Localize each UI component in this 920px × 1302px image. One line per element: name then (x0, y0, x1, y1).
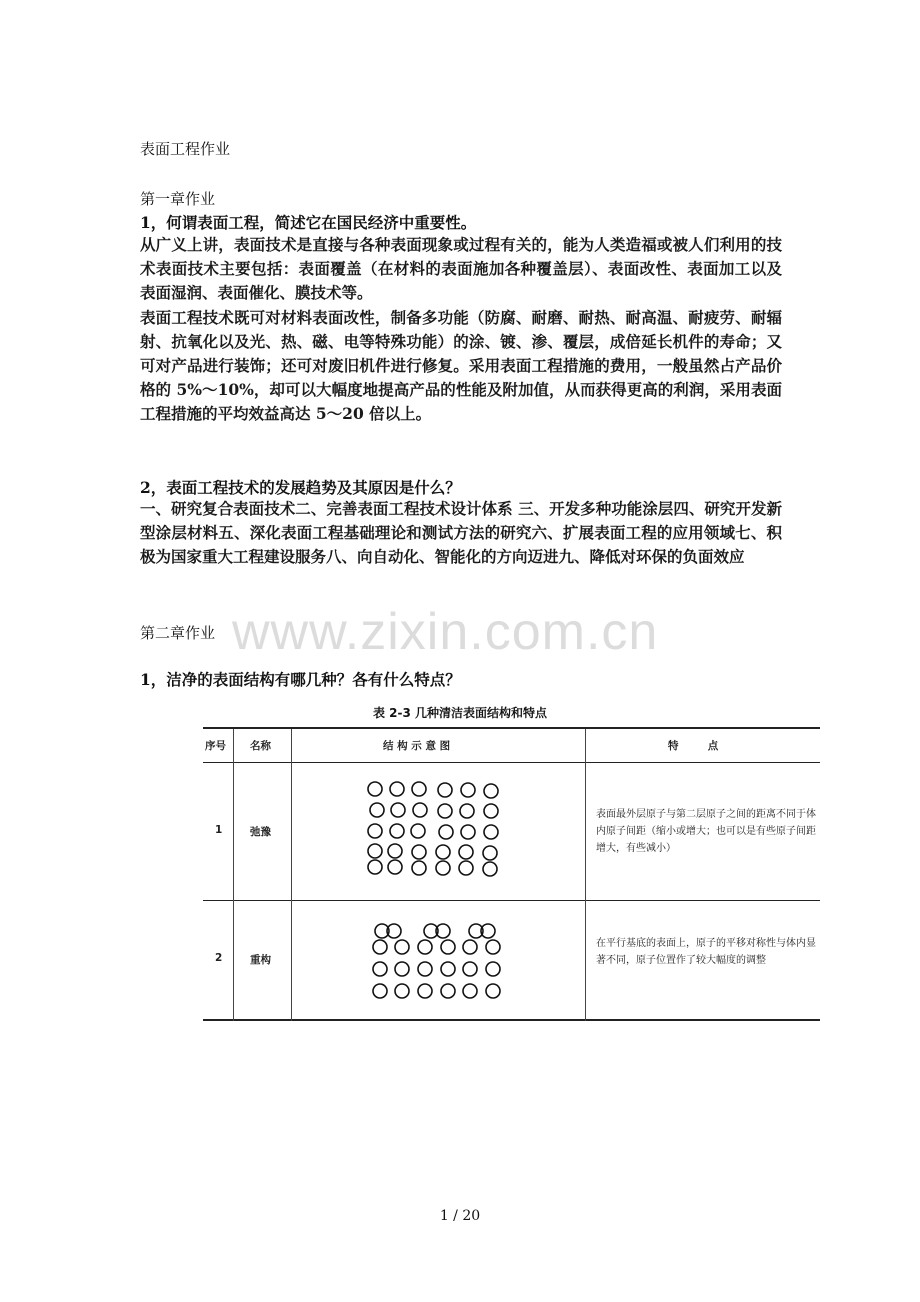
table-header-rule (203, 762, 820, 763)
table-row2-name: 重构 (250, 954, 271, 966)
table-caption: 表 2-3 几种清洁表面结构和特点 (372, 706, 548, 720)
table-header-name: 名称 (250, 740, 271, 752)
doc-title: 表面工程作业 (140, 140, 231, 158)
chapter1-heading: 第一章作业 (140, 190, 216, 208)
chapter1-answer1-paragraph2: 表面工程技术既可对材料表面改性，制备多功能（防腐、耐磨、耐热、耐高温、耐疲劳、耐辐射、抗氧化以及光、热、磁、电等特殊功能）的涂、镀、渗、覆层，成倍延长机件的寿命；又可对产品进行装饰；还可对废旧机件进行修复。采用表面工程措施的费用，一般虽然占产品价格的 5%～10%，却可以大幅度地提高产品的性能及附加值，从而获得更高的利润，采用表面工程措施的平均效益高达 5～20 倍以上。 (140, 308, 782, 423)
reconstruction-diagram (360, 915, 510, 1005)
table-top-rule (203, 727, 820, 729)
chapter2-question1: 1，洁净的表面结构有哪几种？各有什么特点？ (140, 670, 461, 689)
chapter1-question2: 2，表面工程技术的发展趋势及其原因是什么？ (140, 478, 461, 497)
table-row-rule (203, 900, 820, 901)
table-header-diagram: 结 构 示 意 图 (383, 740, 451, 752)
relaxation-diagram (360, 775, 510, 885)
table-row1-no: 1 (215, 824, 223, 836)
chapter2-heading: 第二章作业 (140, 624, 216, 642)
table-col-divider (233, 729, 234, 1021)
table-row2-no: 2 (215, 952, 223, 964)
table-row1-desc: 表面最外层原子与第二层原子之间的距离不同于体内原子间距（缩小或增大；也可以是有些原子间距增大，有些减小） (596, 809, 816, 854)
chapter1-question1: 1，何谓表面工程，简述它在国民经济中重要性。 (140, 213, 477, 232)
table-col-divider (585, 729, 586, 1021)
page-number: 1 / 20 (439, 1208, 481, 1224)
table-row1-name: 弛豫 (250, 826, 271, 838)
table-bottom-rule (203, 1019, 820, 1021)
chapter1-answer1-paragraph1: 从广义上讲，表面技术是直接与各种表面现象或过程有关的，能为人类造福或被人们利用的技术表面技术主要包括：表面覆盖（在材料的表面施加各种覆盖层）、表面改性、表面加工以及表面湿润、表面催化、膜技术等。 (140, 235, 782, 302)
watermark: www.zixin.com.cn (232, 603, 659, 661)
table-header-no: 序号 (205, 740, 226, 752)
chapter1-answer2: 一、研究复合表面技术二、完善表面工程技术设计体系 三、开发多种功能涂层四、研究开发新型涂层材料五、深化表面工程基础理论和测试方法的研究六、扩展表面工程的应用领域七、积极为国家重大工程建设服务八、向自动化、智能化的方向迈进九、降低对环保的负面效应 (140, 499, 782, 566)
table-header-features: 特 点 (668, 740, 719, 752)
table-row2-desc: 在平行基底的表面上，原子的平移对称性与体内显著不同，原子位置作了较大幅度的调整 (596, 938, 816, 966)
table-col-divider (291, 729, 292, 1021)
